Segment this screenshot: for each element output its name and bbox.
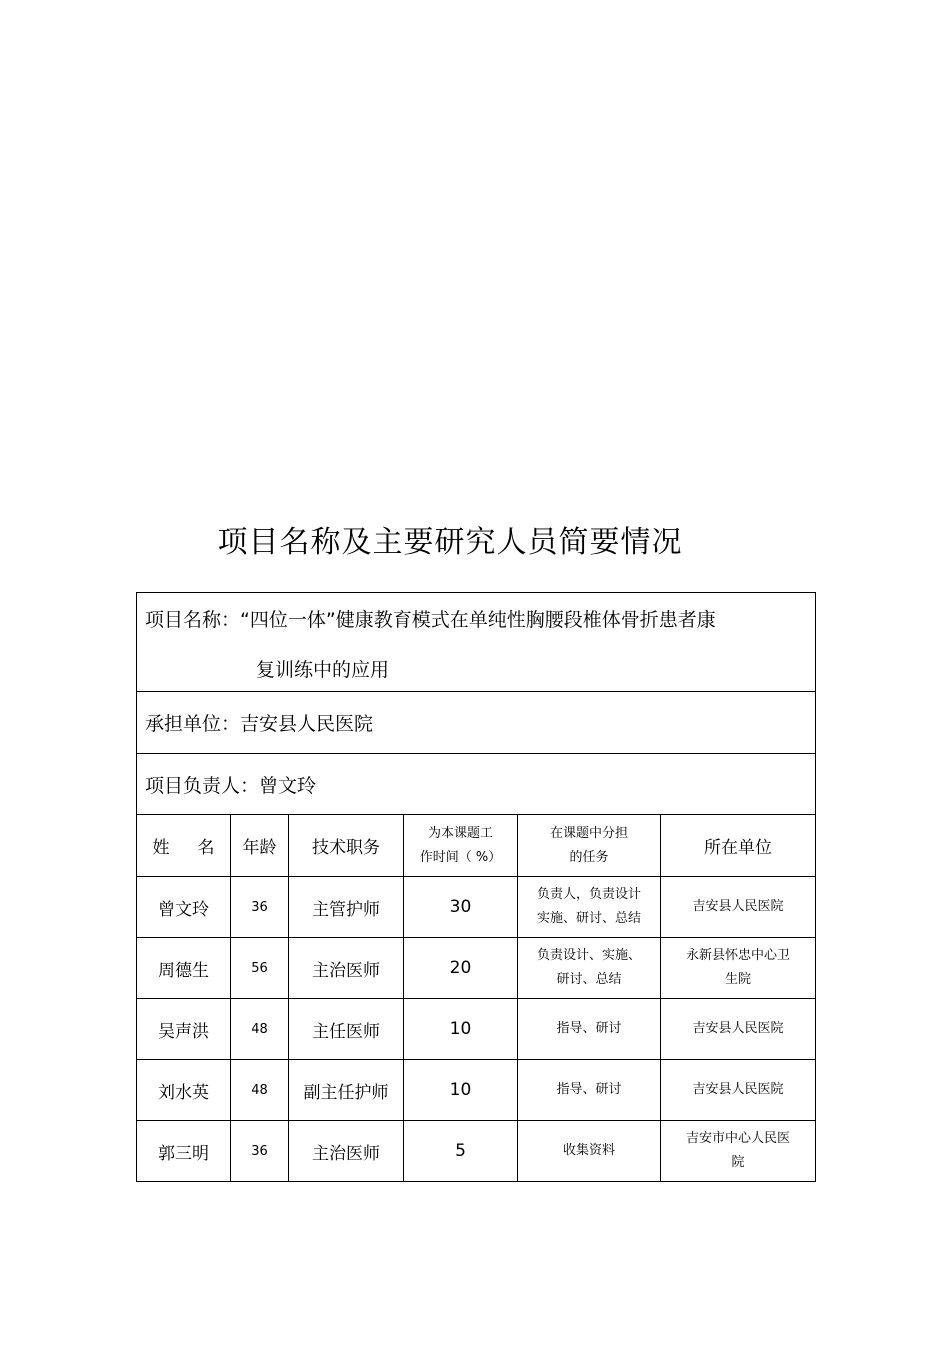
project-name-label: 项目名称： [145, 609, 241, 631]
cell-task: 负责设计、实施、 研讨、总结 [518, 938, 661, 999]
cell-unit: 吉安市中心人民医 院 [661, 1121, 816, 1182]
cell-name: 刘水英 [137, 1060, 231, 1121]
cell-unit: 吉安县人民医院 [661, 877, 816, 938]
cell-unit: 吉安县人民医院 [661, 1060, 816, 1121]
table-row [137, 877, 816, 938]
cell-percent: 20 [404, 938, 518, 999]
cell-age: 56 [231, 938, 289, 999]
cell-percent: 10 [404, 999, 518, 1060]
cell-unit: 吉安县人民医院 [661, 999, 816, 1060]
cell-name: 吴声洪 [137, 999, 231, 1060]
header-title: 技术职务 [289, 815, 404, 877]
cell-age: 36 [231, 1121, 289, 1182]
header-unit: 所在单位 [661, 815, 816, 877]
cell-title: 副主任护师 [289, 1060, 404, 1121]
page-title: 项目名称及主要研究人员简要情况 [217, 525, 683, 560]
cell-name: 曾文玲 [137, 877, 231, 938]
header-work-time: 为本课题工 作时间（ %） [404, 815, 518, 877]
table-row [137, 1060, 816, 1121]
cell-age: 48 [231, 999, 289, 1060]
table-row [137, 1121, 816, 1182]
project-name-line2: 复训练中的应用 [256, 659, 390, 681]
table-header-row [137, 815, 816, 877]
cell-title: 主治医师 [289, 938, 404, 999]
header-name: 姓 名 [137, 815, 231, 877]
cell-percent: 30 [404, 877, 518, 938]
cell-task: 指导、研讨 [518, 999, 661, 1060]
project-leader-cell [137, 754, 816, 815]
cell-title: 主管护师 [289, 877, 404, 938]
project-table [136, 592, 816, 1182]
header-age: 年龄 [231, 815, 289, 877]
cell-title: 主治医师 [289, 1121, 404, 1182]
cell-unit: 永新县怀忠中心卫 生院 [661, 938, 816, 999]
table-row [137, 999, 816, 1060]
cell-task: 指导、研讨 [518, 1060, 661, 1121]
cell-percent: 10 [404, 1060, 518, 1121]
undertaking-unit-value: 吉安县人民医院 [240, 713, 374, 735]
cell-title: 主任医师 [289, 999, 404, 1060]
undertaking-unit-cell [137, 692, 816, 754]
project-name-row [137, 593, 816, 692]
undertaking-unit-row [137, 692, 816, 754]
cell-task: 负责人，负责设计 实施、研讨、总结 [518, 877, 661, 938]
cell-task: 收集资料 [518, 1121, 661, 1182]
header-task: 在课题中分担 的任务 [518, 815, 661, 877]
cell-age: 48 [231, 1060, 289, 1121]
project-name-line1: “四位一体”健康教育模式在单纯性胸腰段椎体骨折患者康 [240, 609, 716, 631]
project-leader-row [137, 754, 816, 815]
project-name-cell [137, 593, 816, 692]
cell-age: 36 [231, 877, 289, 938]
cell-name: 郭三明 [137, 1121, 231, 1182]
undertaking-unit-label: 承担单位： [145, 713, 241, 735]
cell-name: 周德生 [137, 938, 231, 999]
project-leader-label: 项目负责人： [145, 774, 260, 797]
project-leader-value: 曾文玲 [259, 774, 317, 797]
cell-percent: 5 [404, 1121, 518, 1182]
table-row [137, 938, 816, 999]
